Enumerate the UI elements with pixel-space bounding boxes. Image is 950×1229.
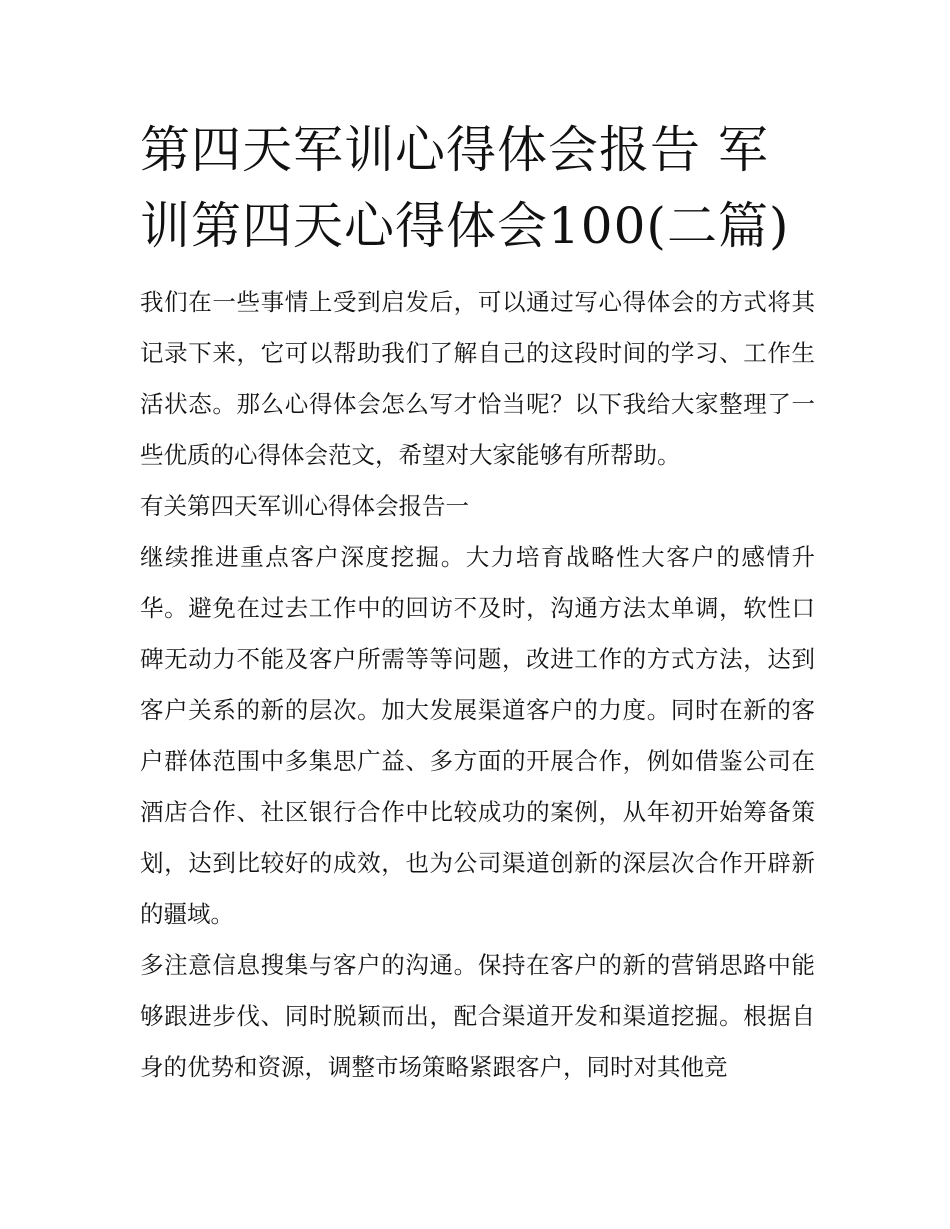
body-paragraph-2: 多注意信息搜集与客户的沟通。保持在客户的新的营销思路中能够跟进步伐、同时脱颖而出，配合渠道开发和渠道挖掘。根据自身的优势和资源，调整市场策略紧跟客户，同时对其他竞 bbox=[140, 951, 815, 1081]
intro-paragraph: 我们在一些事情上受到启发后，可以通过写心得体会的方式将其记录下来，它可以帮助我们了解自己的这段时间的学习、工作生活状态。那么心得体会怎么写才恰当呢？以下我给大家整理了一些优质的心得体会范文，希望对大家能够有所帮助。 bbox=[140, 288, 815, 469]
section-heading: 有关第四天军训心得体会报告一 bbox=[140, 492, 469, 520]
document-title: 第四天军训心得体会报告 军训第四天心得体会100(二篇) bbox=[140, 121, 790, 255]
document-page bbox=[140, 112, 815, 1093]
body-paragraph-1: 继续推进重点客户深度挖掘。大力培育战略性大客户的感情升华。避免在过去工作中的回访不及时，沟通方法太单调，软性口碑无动力不能及客户所需等等问题，改进工作的方式方法，达到客户关系的新的层次。加大发展渠道客户的力度。同时在新的客户群体范围中多集思广益、多方面的开展合作，例如借鉴公司在酒店合作、社区银行合作中比较成功的案例，从年初开始筹备策划，达到比较好的成效，也为公司渠道创新的深层次合作开辟新的疆域。 bbox=[140, 543, 815, 928]
